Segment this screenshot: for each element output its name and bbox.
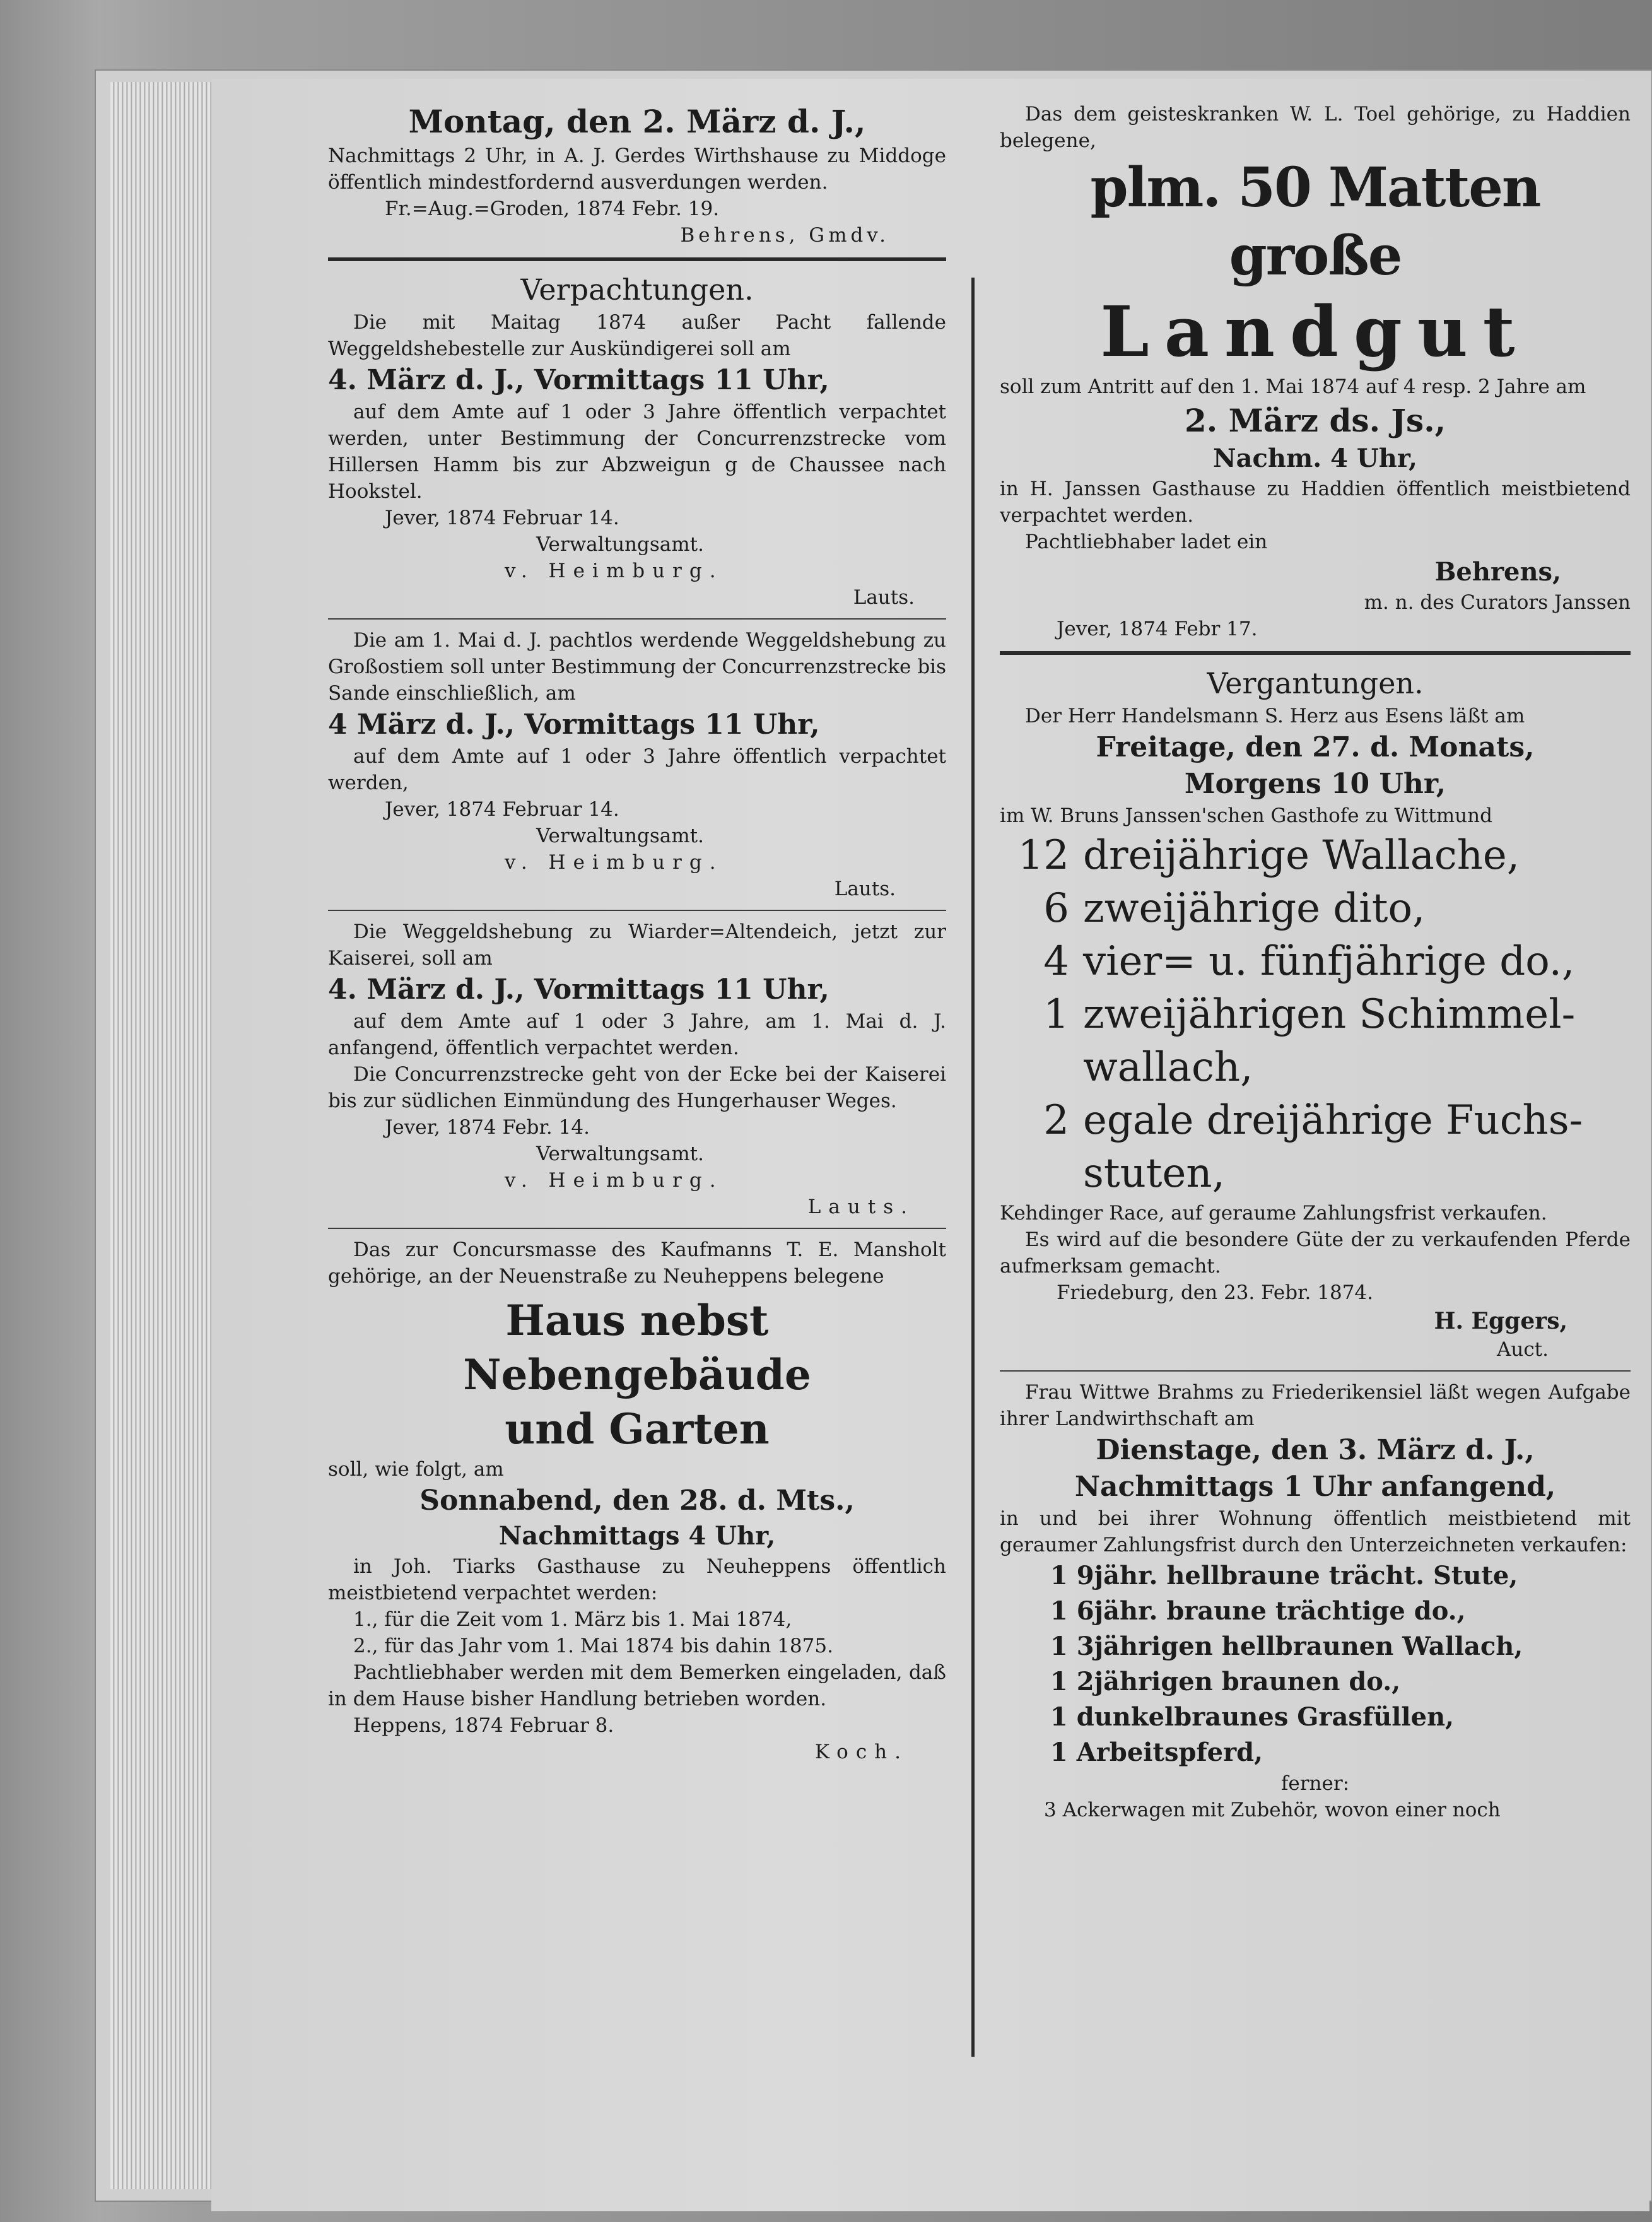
advert-office: Verwaltungsamt. bbox=[536, 533, 704, 556]
advert-divider bbox=[328, 618, 946, 620]
advert-toll-wiarder bbox=[328, 919, 946, 1220]
advert-horse-sale-herz bbox=[1000, 703, 1631, 1363]
list-item: 1 6jähr. braune trächtige do., bbox=[1050, 1596, 1466, 1626]
advert-place-date: Jever, 1874 Febr. 14. bbox=[385, 1116, 590, 1139]
advert-toll-auskuendigerei bbox=[328, 309, 946, 611]
horse-desc: wallach, bbox=[1083, 1044, 1253, 1091]
horse-row bbox=[1012, 1041, 1631, 1094]
advert-title: und Garten bbox=[505, 1404, 770, 1454]
horse-row bbox=[1012, 1147, 1631, 1200]
advert-lead: soll, wie folgt, am bbox=[328, 1458, 504, 1481]
list-item: 1 9jähr. hellbraune trächt. Stute, bbox=[1050, 1561, 1518, 1590]
horse-row bbox=[1012, 1094, 1631, 1147]
advert-body: auf dem Amte auf 1 oder 3 Jahre öffentlich verpachtet werden, unter Bestimmung der Concurrenzstrecke vom Hillersen Hamm bis zur Abzweigun g de Chaussee nach Hookstel. bbox=[328, 401, 946, 503]
advert-body: Die mit Maitag 1874 außer Pacht fallende Weggeldshebestelle zur Auskündigerei soll am bbox=[328, 311, 946, 360]
advert-body: in H. Janssen Gasthause zu Haddien öffentlich meistbietend verpachtet werden. bbox=[1000, 478, 1631, 527]
advert-body: in Joh. Tiarks Gasthause zu Neuheppens öffentlich meistbietend verpachtet werden: bbox=[328, 1555, 946, 1604]
advert-house-lease bbox=[328, 1237, 946, 1765]
advert-office: Verwaltungsamt. bbox=[536, 825, 704, 847]
advert-body: Pachtliebhaber werden mit dem Bemerken eingeladen, daß in dem Hause bisher Handlung betrieben worden. bbox=[328, 1661, 946, 1710]
section-title-vergantungen: Vergantungen. bbox=[1207, 666, 1424, 700]
advert-landgut bbox=[1000, 101, 1631, 642]
advert-toll-grossostiem bbox=[328, 627, 946, 902]
advert-body: Pachtliebhaber ladet ein bbox=[1025, 531, 1268, 553]
advert-date: 4. März d. J., Vormittags 11 Uhr, bbox=[328, 364, 829, 396]
section-rule bbox=[328, 257, 946, 261]
advert-date: Freitage, den 27. d. Monats, bbox=[1096, 731, 1535, 763]
horse-desc: zweijährigen Schimmel- bbox=[1083, 991, 1576, 1038]
advert-signature: H. Eggers, bbox=[1434, 1308, 1567, 1334]
horse-desc: stuten, bbox=[1083, 1150, 1225, 1197]
advert-title: plm. 50 Matten große bbox=[1090, 156, 1540, 288]
advert-place-date: Heppens, 1874 Februar 8. bbox=[353, 1714, 614, 1737]
horse-desc: zweijährige dito, bbox=[1083, 885, 1426, 932]
advert-clerk: Lauts. bbox=[834, 878, 896, 900]
advert-date: Dienstage, den 3. März d. J., bbox=[1096, 1434, 1535, 1466]
right-column bbox=[1000, 101, 1631, 1823]
horse-count: 2 bbox=[1043, 1097, 1069, 1144]
horse-row bbox=[1012, 935, 1631, 988]
advert-body: Der Herr Handelsmann S. Herz aus Esens läßt am bbox=[1025, 705, 1525, 727]
section-title-verpachtungen: Verpachtungen. bbox=[520, 273, 754, 307]
advert-divider bbox=[328, 1228, 946, 1229]
advert-title: Haus nebst Nebengebäude bbox=[463, 1296, 811, 1399]
advert-body: Frau Wittwe Brahms zu Friederikensiel läßt wegen Aufgabe ihrer Landwirthschaft am bbox=[1000, 1381, 1631, 1430]
list-item: 1 2jährigen braunen do., bbox=[1050, 1667, 1401, 1696]
horse-list bbox=[1000, 829, 1631, 1200]
list-item: 1 dunkelbraunes Grasfüllen, bbox=[1050, 1702, 1455, 1732]
advert-title: Landgut bbox=[1100, 291, 1530, 372]
advert-date: 2. März ds. Js., bbox=[1184, 402, 1446, 439]
advert-horse-sale-brahms bbox=[1000, 1379, 1631, 1823]
advert-official: v. Heimburg. bbox=[505, 560, 723, 582]
horse-count: 12 bbox=[1017, 832, 1069, 879]
list-item: 2., für das Jahr vom 1. Mai 1874 bis dahin 1875. bbox=[353, 1635, 833, 1657]
advert-ferner: ferner: bbox=[1280, 1772, 1350, 1795]
advert-time: Nachm. 4 Uhr, bbox=[1213, 444, 1417, 473]
horse-count: 1 bbox=[1043, 991, 1069, 1038]
advert-place-date: Friedeburg, den 23. Febr. 1874. bbox=[1057, 1281, 1373, 1304]
horse-desc: vier= u. fünfjährige do., bbox=[1083, 938, 1575, 985]
list-item: 1 Arbeitspferd, bbox=[1050, 1737, 1263, 1767]
advert-date: 4 März d. J., Vormittags 11 Uhr, bbox=[328, 708, 820, 741]
advert-body: auf dem Amte auf 1 oder 3 Jahre öffentlich verpachtet werden, bbox=[328, 745, 946, 794]
advert-body: auf dem Amte auf 1 oder 3 Jahre, am 1. Mai d. J. anfangend, öffentlich verpachtet werden. bbox=[328, 1010, 946, 1059]
advert-body: 3 Ackerwagen mit Zubehör, wovon einer noch bbox=[1044, 1799, 1501, 1821]
advert-body: Die Weggeldshebung zu Wiarder=Altendeich, jetzt zur Kaiserei, soll am bbox=[328, 920, 946, 970]
advert-signature: Behrens, Gmdv. bbox=[680, 224, 889, 247]
advert-body: Die am 1. Mai d. J. pachtlos werdende Weggeldshebung zu Großostiem soll unter Bestimmung der Concurrenzstrecke bis Sande einschließlich, am bbox=[328, 629, 946, 705]
advert-place-date: Fr.=Aug.=Groden, 1874 Febr. 19. bbox=[385, 197, 720, 220]
advert-divider bbox=[328, 910, 946, 911]
horse-count: 4 bbox=[1043, 938, 1069, 985]
advert-official: v. Heimburg. bbox=[505, 851, 723, 874]
horse-desc: egale dreijährige Fuchs- bbox=[1083, 1097, 1583, 1144]
advert-office: Verwaltungsamt. bbox=[536, 1143, 704, 1165]
advert-clerk: Lauts. bbox=[807, 1196, 915, 1218]
advert-title: Montag, den 2. März d. J., bbox=[408, 103, 866, 140]
advert-place-date: Jever, 1874 Februar 14. bbox=[385, 798, 619, 821]
advert-signature: Koch. bbox=[814, 1741, 908, 1763]
advert-clerk: Lauts. bbox=[853, 586, 915, 609]
advert-signature-note: m. n. des Curators Janssen bbox=[1364, 591, 1631, 614]
left-column bbox=[328, 101, 946, 1765]
advert-body: Kehdinger Race, auf geraume Zahlungsfrist verkaufen. bbox=[1000, 1202, 1547, 1225]
advert-body: im W. Bruns Janssen'schen Gasthofe zu Wittmund bbox=[1000, 804, 1492, 827]
advert-body: Nachmittags 2 Uhr, in A. J. Gerdes Wirthshause zu Middoge öffentlich mindestfordernd ausverdungen werden. bbox=[328, 144, 946, 194]
advert-time: Morgens 10 Uhr, bbox=[1184, 768, 1446, 800]
advert-body: Es wird auf die besondere Güte der zu verkaufenden Pferde aufmerksam gemacht. bbox=[1000, 1228, 1631, 1278]
advert-body: Die Concurrenzstrecke geht von der Ecke bei der Kaiserei bis zur südlichen Einmündung des Hungerhauser Weges. bbox=[328, 1063, 946, 1112]
list-item: 1 3jährigen hellbraunen Wallach, bbox=[1050, 1631, 1523, 1661]
horse-row bbox=[1012, 988, 1631, 1041]
advert-body: soll zum Antritt auf den 1. Mai 1874 auf 4 resp. 2 Jahre am bbox=[1000, 375, 1586, 398]
advert-official: v. Heimburg. bbox=[505, 1169, 723, 1192]
horse-count: 6 bbox=[1043, 885, 1069, 932]
advert-place-date: Jever, 1874 Febr 17. bbox=[1057, 618, 1258, 640]
advert-date: Sonnabend, den 28. d. Mts., bbox=[419, 1484, 855, 1517]
section-rule bbox=[1000, 651, 1631, 655]
advert-date: 4. März d. J., Vormittags 11 Uhr, bbox=[328, 973, 829, 1006]
horse-row bbox=[1012, 829, 1631, 882]
advert-place-date: Jever, 1874 Februar 14. bbox=[385, 507, 619, 529]
advert-divider bbox=[1000, 1370, 1631, 1372]
advert-signature: Behrens, bbox=[1434, 557, 1561, 587]
column-divider bbox=[971, 278, 975, 2057]
advert-signature-note: Auct. bbox=[1496, 1338, 1549, 1361]
advert-road-work bbox=[328, 101, 946, 249]
horse-desc: dreijährige Wallache, bbox=[1083, 832, 1520, 879]
advert-body: Das zur Concursmasse des Kaufmanns T. E. Mansholt gehörige, an der Neuenstraße zu Neuheppens belegene bbox=[328, 1238, 946, 1288]
advert-body: in und bei ihrer Wohnung öffentlich meistbietend mit geraumer Zahlungsfrist durch den Unterzeichneten verkaufen: bbox=[1000, 1507, 1631, 1556]
horse-row bbox=[1012, 882, 1631, 935]
advert-body: Das dem geisteskranken W. L. Toel gehörige, zu Haddien belegene, bbox=[1000, 103, 1631, 152]
list-item: 1., für die Zeit vom 1. März bis 1. Mai 1874, bbox=[353, 1608, 792, 1631]
advert-time: Nachmittags 1 Uhr anfangend, bbox=[1074, 1471, 1556, 1503]
advert-time: Nachmittags 4 Uhr, bbox=[498, 1521, 776, 1551]
